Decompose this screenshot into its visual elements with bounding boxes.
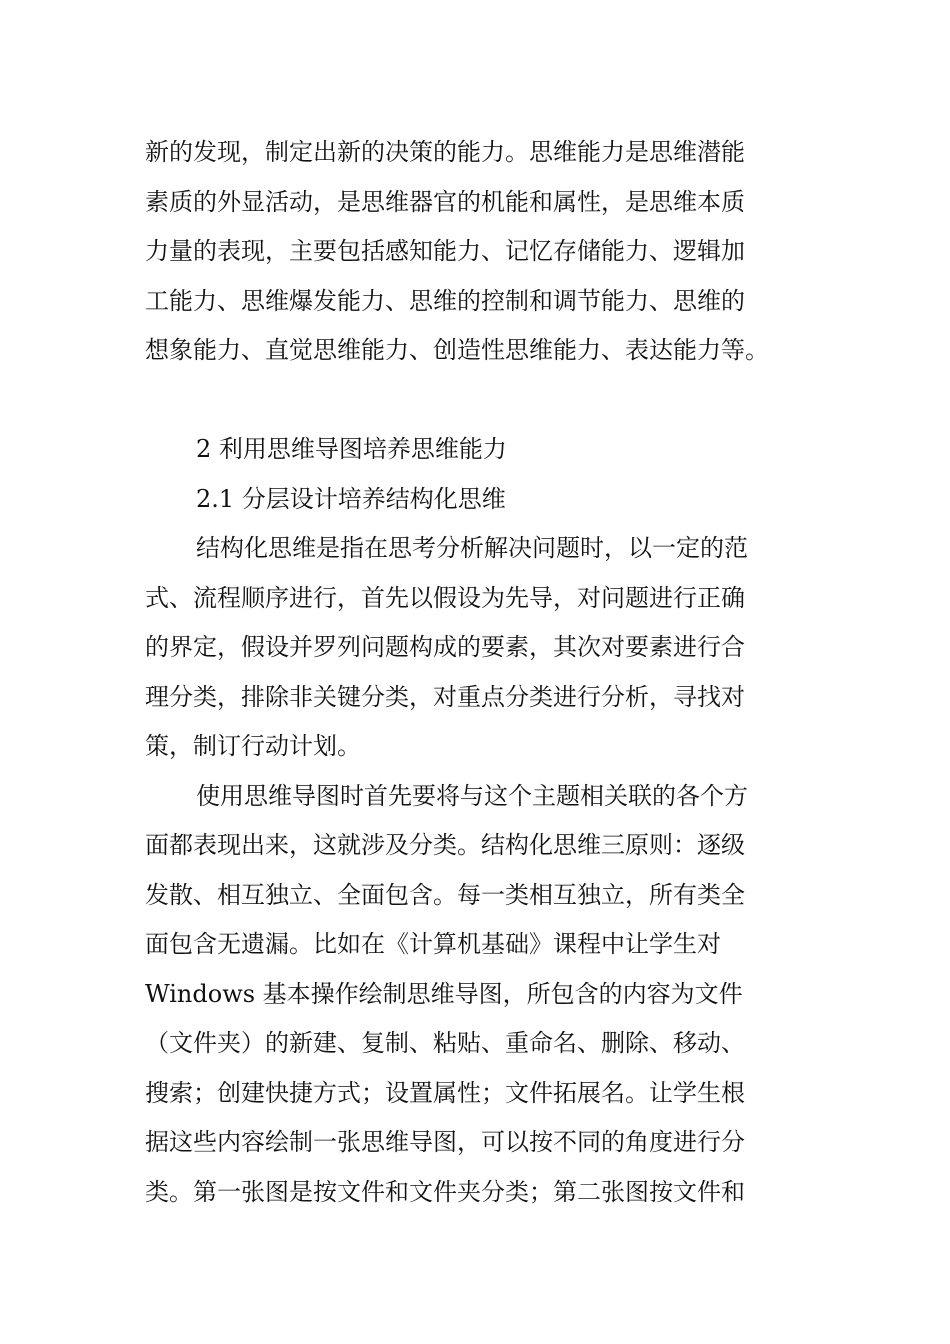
paragraph-mind-map-usage bbox=[145, 772, 805, 1218]
text-line: 力量的表现，主要包括感知能力、记忆存储能力、逻辑加 bbox=[145, 237, 745, 265]
text-line: Windows 基本操作绘制思维导图，所包含的内容为文件 bbox=[145, 979, 743, 1008]
text-line: 策，制订行动计划。 bbox=[145, 732, 361, 760]
paragraph-gap bbox=[145, 376, 805, 426]
subsection-heading: 2.1 分层设计培养结构化思维 bbox=[196, 484, 506, 513]
text-line: 想象能力、直觉思维能力、创造性思维能力、表达能力等。 bbox=[145, 336, 769, 364]
text-line: 式、流程顺序进行，首先以假设为先导，对问题进行正确 bbox=[145, 583, 745, 612]
text-line: 面都表现出来，这就涉及分类。结构化思维三原则：逐级 bbox=[145, 831, 745, 859]
text-line: 新的发现，制定出新的决策的能力。思维能力是思维潜能 bbox=[145, 138, 745, 166]
text-line: 工能力、思维爆发能力、思维的控制和调节能力、思维的 bbox=[145, 286, 745, 315]
text-line: 据这些内容绘制一张思维导图，可以按不同的角度进行分 bbox=[145, 1128, 745, 1156]
paragraph-continuation bbox=[145, 128, 805, 376]
text-line: 理分类，排除非关键分类，对重点分类进行分析，寻找对 bbox=[145, 682, 745, 711]
text-line: 面包含无遗漏。比如在《计算机基础》课程中让学生对 bbox=[145, 930, 721, 958]
text-line: 发散、相互独立、全面包含。每一类相互独立，所有类全 bbox=[145, 880, 745, 909]
document-body bbox=[145, 128, 805, 1217]
text-line: （文件夹）的新建、复制、粘贴、重命名、删除、移动、 bbox=[145, 1029, 745, 1057]
paragraph-structured-thinking bbox=[145, 524, 805, 772]
text-line: 的界定，假设并罗列问题构成的要素，其次对要素进行合 bbox=[145, 633, 745, 661]
text-line: 类。第一张图是按文件和文件夹分类；第二张图按文件和 bbox=[145, 1177, 745, 1206]
section-heading: 2 利用思维导图培养思维能力 bbox=[196, 435, 507, 463]
text-line: 结构化思维是指在思考分析解决问题时，以一定的范 bbox=[196, 534, 748, 562]
text-line: 素质的外显活动，是思维器官的机能和属性，是思维本质 bbox=[145, 187, 745, 216]
text-line: 使用思维导图时首先要将与这个主题相关联的各个方 bbox=[196, 781, 748, 810]
text-line: 搜索；创建快捷方式；设置属性；文件拓展名。让学生根 bbox=[145, 1078, 745, 1107]
